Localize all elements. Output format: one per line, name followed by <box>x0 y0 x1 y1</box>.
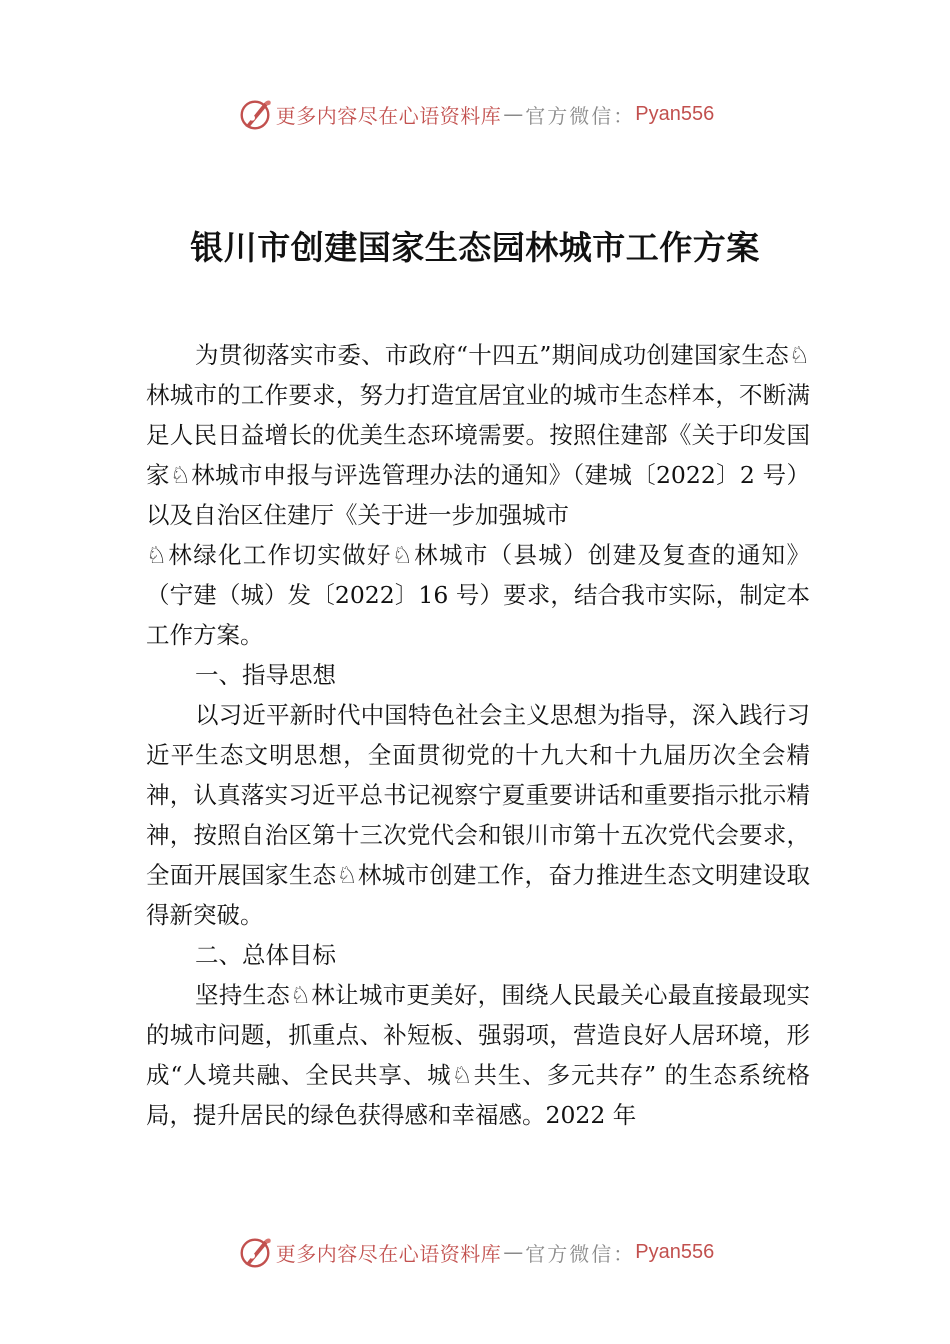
site-name: 更多内容尽在心语资料库 <box>275 103 502 128</box>
wechat-label: 官方微信： <box>525 103 636 128</box>
paragraph-guiding-ideology: 以习近平新时代中国特色社会主义思想为指导，深入践行习近平生态文明思想，全面贯彻党的十九大和十九届历次全会精神，认真落实习近平总书记视察宁夏重要讲话和重要指示批示精神，按照自治区第十三次党代会和银川市第十五次党代会要求，全面开展国家生态♘林城市创建工作，奋力推进生态文明建设取得新突破。 <box>146 701 810 929</box>
site-name: 更多内容尽在心语资料库 <box>275 1241 502 1266</box>
quill-logo-icon <box>236 95 274 133</box>
paragraph-intro-cont: ♘林绿化工作切实做好♘林城市（县城）创建及复查的通知》（宁建（城）发〔2022〕16 号）要求，结合我市实际，制定本工作方案。 <box>146 541 810 649</box>
header-banner <box>0 94 950 134</box>
paragraph-overall-goals: 坚持生态♘林让城市更美好，围绕人民最关心最直接最现实的城市问题，抓重点、补短板、强弱项，营造良好人居环境，形成“人境共融、全民共享、城♘共生、多元共存” 的生态系统格局，提升居民的绿色获得感和幸福感。2022 年 <box>146 981 810 1129</box>
separator-dash: — <box>503 102 524 126</box>
section-heading-overall-goals: 二、总体目标 <box>195 941 336 969</box>
section-heading-guiding-ideology: 一、指导思想 <box>195 661 336 689</box>
document-body <box>146 335 810 1135</box>
wechat-id: Pyan556 <box>635 1240 715 1263</box>
wechat-id: Pyan556 <box>635 102 715 125</box>
separator-dash: — <box>503 1240 524 1264</box>
paragraph-intro: 为贯彻落实市委、市政府“十四五”期间成功创建国家生态♘林城市的工作要求，努力打造宜居宜业的城市生态样本，不断满足人民日益增长的优美生态环境需要。按照住建部《关于印发国家♘林城市申报与评选管理办法的通知》（建城〔2022〕2 号）以及自治区住建厅《关于进一步加强城市 <box>146 341 810 529</box>
quill-logo-icon <box>236 1233 274 1271</box>
document-title: 银川市创建国家生态园林城市工作方案 <box>190 228 760 267</box>
wechat-label: 官方微信： <box>525 1241 636 1266</box>
footer-banner <box>0 1232 950 1272</box>
